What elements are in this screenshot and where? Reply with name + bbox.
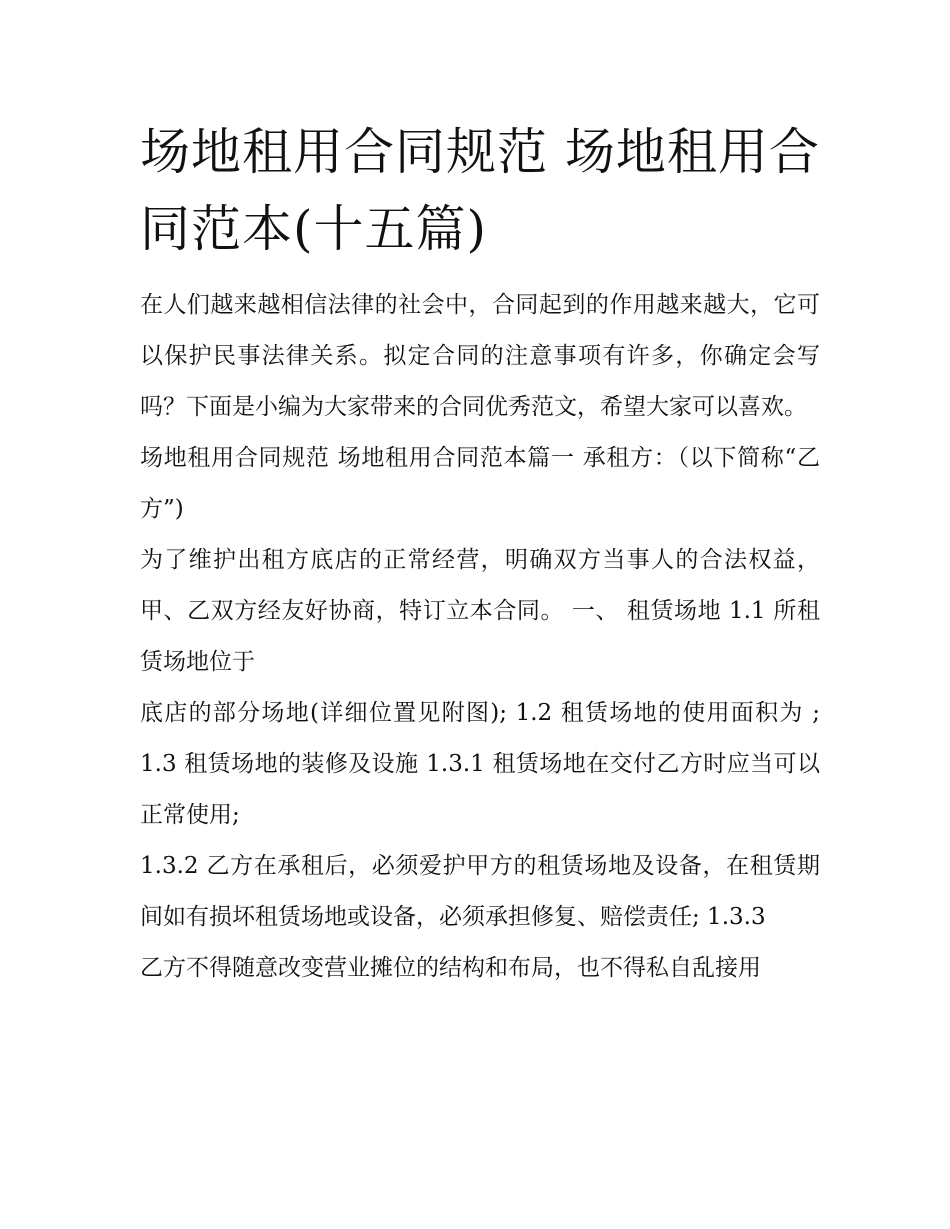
paragraph-intro: 在人们越来越相信法律的社会中，合同起到的作用越来越大，它可以保护民事法律关系。拟定合同的注意事项有许多，你确定会写吗？下面是小编为大家带来的合同优秀范文，希望大家可以喜欢。 [140, 292, 820, 420]
paragraph-lessee: 场地租用合同规范 场地租用合同范本篇一 承租方：（以下简称“乙方”) [140, 445, 820, 522]
paragraph-structure: 乙方不得随意改变营业摊位的结构和布局，也不得私自乱接用 [140, 955, 761, 981]
document-body [140, 280, 820, 994]
paragraph-purpose: 为了维护出租方底店的正常经营，明确双方当事人的合法权益，甲、乙双方经友好协商，特订立本合同。 一、 租赁场地 1.1 所租赁场地位于 [140, 547, 820, 675]
document-title: 场地租用合同规范 场地租用合同范本(十五篇) [140, 123, 820, 258]
paragraph-maintenance: 1.3.2 乙方在承租后，必须爱护甲方的租赁场地及设备，在租赁期间如有损坏租赁场地或设备，必须承担修复、赔偿责任; 1.3.3 [140, 853, 820, 930]
paragraph-location: 底店的部分场地(详细位置见附图); 1.2 租赁场地的使用面积为 ; 1.3 租赁场地的装修及设施 1.3.1 租赁场地在交付乙方时应当可以正常使用; [140, 700, 820, 828]
